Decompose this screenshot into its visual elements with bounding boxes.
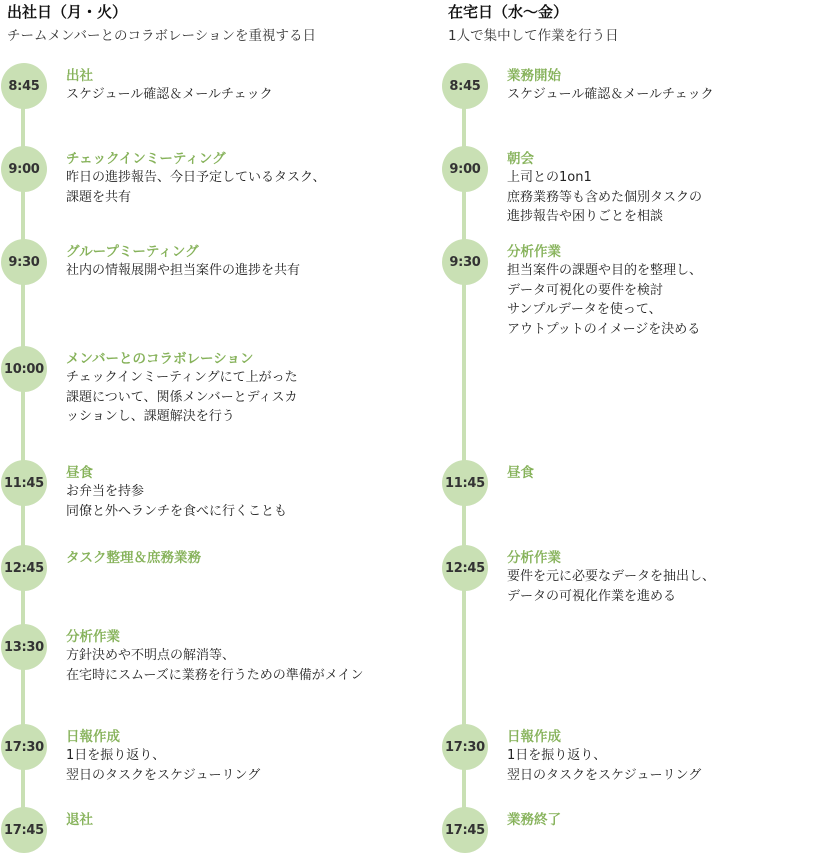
time-circle: 9:30 bbox=[442, 239, 488, 285]
home-day-timeline-line bbox=[462, 86, 466, 832]
schedule-item-title: 昼食 bbox=[507, 465, 534, 481]
time-circle: 8:45 bbox=[1, 63, 47, 109]
schedule-item-description bbox=[507, 746, 701, 785]
description-line: 方針決めや不明点の解消等、 bbox=[66, 648, 236, 663]
home-day-title: 在宅日（水〜金） bbox=[448, 3, 569, 21]
description-line: お弁当を持参 bbox=[66, 484, 145, 499]
schedule-item-title: 退社 bbox=[66, 812, 93, 828]
time-circle: 10:00 bbox=[1, 346, 47, 392]
time-circle: 17:30 bbox=[1, 724, 47, 770]
description-line: 翌日のタスクをスケジューリング bbox=[507, 767, 702, 783]
schedule-item-title: メンバーとのコラボレーション bbox=[66, 351, 254, 367]
description-line: 1日を振り返り、 bbox=[66, 748, 166, 763]
description-line: データの可視化作業を進める bbox=[507, 588, 677, 604]
description-line: スケジュール確認＆メールチェック bbox=[66, 87, 273, 102]
description-line: 昨日の進捗報告、今日予定しているタスク、 bbox=[66, 170, 326, 185]
schedule-item-description bbox=[507, 261, 702, 339]
schedule-item-title: 日報作成 bbox=[66, 729, 120, 745]
schedule-item-description bbox=[66, 261, 300, 281]
schedule-item-description bbox=[507, 85, 714, 105]
home-day-subtitle: 1人で集中して作業を行う日 bbox=[448, 28, 619, 44]
description-line: 要件を元に必要なデータを抽出し、 bbox=[507, 569, 716, 584]
schedule-item-description bbox=[66, 646, 363, 685]
description-line: 1日を振り返り、 bbox=[507, 748, 607, 763]
description-line: 同僚と外へランチを食べに行くことも bbox=[66, 503, 288, 519]
schedule-item-title: チェックインミーティング bbox=[66, 151, 226, 167]
description-line: 課題について、関係メンバーとディスカ bbox=[66, 389, 298, 405]
description-line: サンプルデータを使って、 bbox=[507, 302, 662, 317]
schedule-item-title: グループミーティング bbox=[66, 244, 199, 260]
description-line: 進捗報告や困りごとを相談 bbox=[507, 209, 664, 224]
schedule-item-title: 日報作成 bbox=[507, 729, 561, 745]
time-circle: 9:00 bbox=[1, 146, 47, 192]
description-line: データ可視化の要件を検討 bbox=[507, 282, 664, 298]
description-line: 社内の情報展開や担当案件の進捗を共有 bbox=[66, 263, 301, 278]
schedule-item-title: 昼食 bbox=[66, 465, 93, 481]
schedule-item-title: 分析作業 bbox=[507, 244, 561, 260]
description-line: 庶務業務等も含めた個別タスクの bbox=[507, 189, 703, 205]
time-circle: 17:45 bbox=[1, 807, 47, 853]
schedule-item-description bbox=[66, 482, 287, 521]
description-line: 課題を共有 bbox=[66, 189, 132, 205]
schedule-item-title: タスク整理＆庶務業務 bbox=[66, 550, 201, 566]
schedule-item-description bbox=[507, 567, 715, 606]
schedule-item-description bbox=[66, 368, 298, 427]
description-line: スケジュール確認＆メールチェック bbox=[507, 87, 714, 102]
schedule-item-title: 朝会 bbox=[507, 151, 534, 167]
description-line: 在宅時にスムーズに業務を行うための準備がメイン bbox=[66, 667, 364, 683]
schedule-item-title: 分析作業 bbox=[66, 629, 120, 645]
schedule-item-description bbox=[66, 85, 273, 105]
description-line: 上司との1on1 bbox=[507, 170, 592, 185]
description-line: 翌日のタスクをスケジューリング bbox=[66, 767, 261, 783]
time-circle: 9:30 bbox=[1, 239, 47, 285]
time-circle: 8:45 bbox=[442, 63, 488, 109]
time-circle: 12:45 bbox=[442, 545, 488, 591]
schedule-item-description bbox=[507, 168, 702, 227]
time-circle: 17:45 bbox=[442, 807, 488, 853]
time-circle: 11:45 bbox=[1, 460, 47, 506]
schedule-item-title: 業務開始 bbox=[507, 68, 561, 84]
office-day-subtitle: チームメンバーとのコラボレーションを重視する日 bbox=[7, 28, 317, 44]
description-line: チェックインミーティングにて上がった bbox=[66, 370, 298, 385]
schedule-item-title: 業務終了 bbox=[507, 812, 561, 828]
office-day-title: 出社日（月・火） bbox=[7, 3, 128, 21]
schedule-item-title: 分析作業 bbox=[507, 550, 561, 566]
time-circle: 13:30 bbox=[1, 624, 47, 670]
schedule-item-title: 出社 bbox=[66, 68, 93, 84]
time-circle: 17:30 bbox=[442, 724, 488, 770]
description-line: 担当案件の課題や目的を整理し、 bbox=[507, 263, 703, 278]
time-circle: 11:45 bbox=[442, 460, 488, 506]
office-day-timeline-line bbox=[21, 86, 25, 832]
office-day-column bbox=[0, 0, 380, 855]
schedule-item-description bbox=[66, 168, 325, 207]
description-line: アウトプットのイメージを決める bbox=[507, 321, 701, 337]
home-day-column bbox=[441, 0, 821, 855]
time-circle: 12:45 bbox=[1, 545, 47, 591]
schedule-item-description bbox=[66, 746, 260, 785]
description-line: ッションし、課題解決を行う bbox=[66, 409, 235, 424]
time-circle: 9:00 bbox=[442, 146, 488, 192]
